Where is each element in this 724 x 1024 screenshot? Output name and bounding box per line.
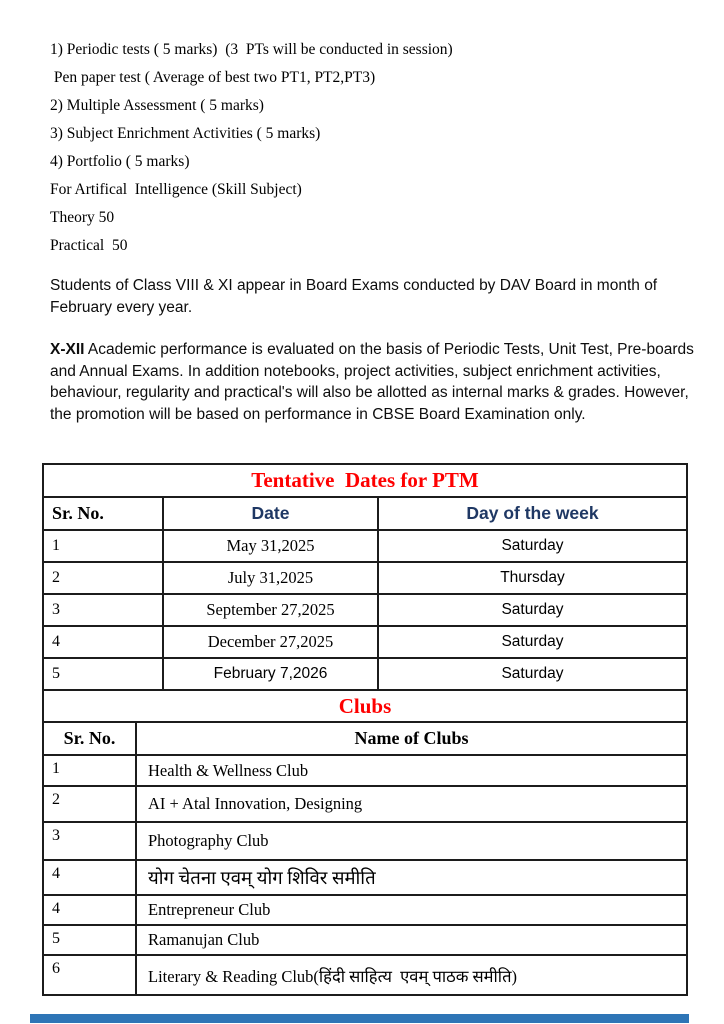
clubs-row-6-name: Ramanujan Club [135,926,686,954]
clubs-row-2-name: AI + Atal Innovation, Designing [135,787,686,821]
list-item-multiple-assessment: 2) Multiple Assessment ( 5 marks) [50,97,264,114]
ptm-row-3-date: September 27,2025 [162,595,377,625]
ptm-table-title: Tentative Dates for PTM [251,468,479,492]
clubs-row-5-sr: 4 [52,900,60,917]
ptm-row-2 [44,561,686,593]
ptm-row-4-day: Saturday [377,627,686,657]
clubs-row-7 [44,954,686,994]
ptm-header-sr-no: Sr. No. [52,503,104,523]
ptm-header-date: Date [162,498,377,529]
clubs-row-6 [44,924,686,954]
clubs-row-3 [44,821,686,859]
clubs-header-row [44,721,686,754]
clubs-header-name: Name of Clubs [135,723,686,754]
list-item-practical: Practical 50 [50,237,128,254]
ptm-row-5-day: Saturday [377,659,686,689]
ptm-header-day: Day of the week [377,498,686,529]
ptm-row-1-sr: 1 [52,537,60,554]
clubs-row-1 [44,754,686,785]
list-item-ai-skill-subject: For Artifical Intelligence (Skill Subject) [50,181,302,198]
clubs-row-4-sr: 4 [52,865,60,882]
bottom-bar [30,1014,689,1023]
ptm-row-5-date: February 7,2026 [162,659,377,689]
list-item-subject-enrichment: 3) Subject Enrichment Activities ( 5 marks) [50,125,321,142]
clubs-row-3-name: Photography Club [135,823,686,859]
ptm-row-2-date: July 31,2025 [162,563,377,593]
clubs-table-title: Clubs [44,689,686,721]
ptm-row-5 [44,657,686,689]
x-xii-label: X-XII [50,341,85,358]
ptm-row-2-day: Thursday [377,563,686,593]
ptm-row-3-day: Saturday [377,595,686,625]
ptm-row-1-date: May 31,2025 [162,531,377,561]
clubs-row-5-name: Entrepreneur Club [135,896,686,924]
list-item-portfolio: 4) Portfolio ( 5 marks) [50,153,190,170]
ptm-row-5-sr: 5 [52,665,60,682]
ptm-row-3 [44,593,686,625]
assessment-list [50,42,453,266]
ptm-row-3-sr: 3 [52,601,60,618]
clubs-row-2-sr: 2 [52,791,60,808]
clubs-row-7-sr: 6 [52,960,60,977]
list-item-theory: Theory 50 [50,209,115,226]
list-item-periodic-tests: 1) Periodic tests ( 5 marks) (3 PTs will be conducted in session) [50,41,453,58]
clubs-row-3-sr: 3 [52,827,60,844]
clubs-row-5 [44,894,686,924]
ptm-row-4-date: December 27,2025 [162,627,377,657]
board-exam-paragraph: Students of Class VIII & XI appear in Board Exams conducted by DAV Board in month of February every year. [50,277,658,316]
clubs-row-4-yoga [44,859,686,894]
clubs-row-1-name: Health & Wellness Club [135,756,686,785]
clubs-row-4-name: योग चेतना एवम् योग शिविर समीति [135,861,686,894]
ptm-row-1-day: Saturday [377,531,686,561]
ptm-row-2-sr: 2 [52,569,60,586]
ptm-and-clubs-table [42,463,688,996]
list-item-pen-paper-test: Pen paper test ( Average of best two PT1, PT2,PT3) [50,69,376,86]
clubs-row-7-name: Literary & Reading Club(हिंदी साहित्य एवम् पाठक समीति) [135,956,686,994]
clubs-row-6-sr: 5 [52,930,60,947]
ptm-row-4 [44,625,686,657]
ptm-header-row [44,496,686,529]
ptm-row-4-sr: 4 [52,633,60,650]
clubs-header-sr-no: Sr. No. [63,728,116,748]
clubs-row-1-sr: 1 [52,760,60,777]
ptm-row-1 [44,529,686,561]
x-xii-text: Academic performance is evaluated on the basis of Periodic Tests, Unit Test, Pre-boards and Annual Exams. In addition notebooks, project activities, subject enrichment activities, behaviour, regularity and practical's will also be allotted as internal marks & grades. However, the promotion will be based on performance in CBSE Board Examination only. [50,341,694,423]
clubs-row-2 [44,785,686,821]
x-xii-paragraph [50,339,706,425]
